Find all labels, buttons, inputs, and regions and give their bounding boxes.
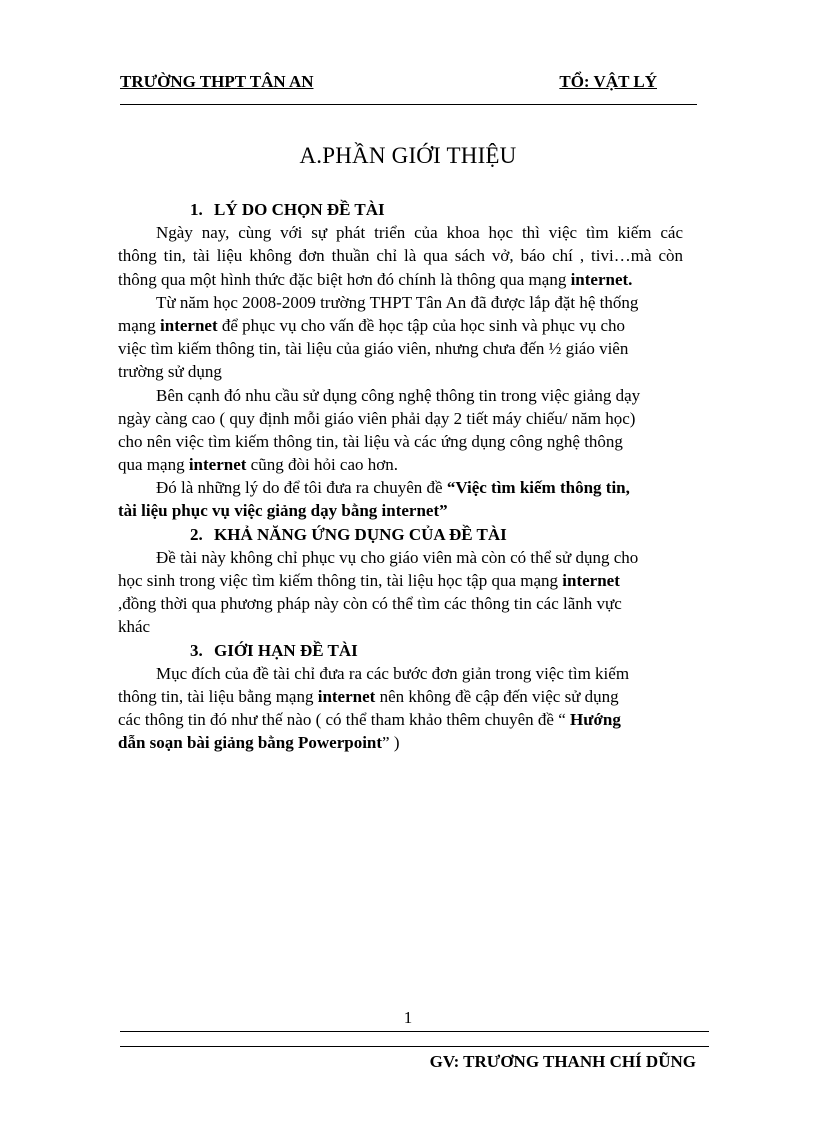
paragraph-line: trường sử dụng bbox=[118, 362, 222, 382]
paragraph-line: Ngày nay, cùng với sự phát triển của khoa học thì việc tìm kiếm các bbox=[156, 223, 683, 243]
paragraph-line: Đề tài này không chỉ phục vụ cho giáo viên mà còn có thể sử dụng cho bbox=[156, 547, 639, 567]
paragraph-line: Bên cạnh đó nhu cầu sử dụng công nghệ thông tin trong việc giảng dạy bbox=[156, 385, 641, 405]
paragraph-line: dẫn soạn bài giảng bằng Powerpoint” ) bbox=[118, 733, 400, 753]
footer-rule-bottom bbox=[120, 1046, 709, 1047]
document-body bbox=[118, 198, 683, 755]
section-heading-2: 2. KHẢ NĂNG ỨNG DỤNG CỦA ĐỀ TÀI bbox=[190, 524, 507, 544]
paragraph-line: thông tin, tài liệu không đơn thuần chỉ là qua sách vở, báo chí , tivi…mà còn bbox=[118, 246, 683, 266]
department-name: TỔ: VẬT LÝ bbox=[559, 72, 657, 91]
paragraph-line: thông qua một hình thức đặc biệt hơn đó chính là thông qua mạng internet. bbox=[118, 269, 633, 289]
paragraph-line: tài liệu phục vụ việc giảng dạy bằng internet” bbox=[118, 501, 448, 521]
paragraph-line: Từ năm học 2008-2009 trường THPT Tân An đã được lắp đặt hệ thống bbox=[156, 292, 639, 312]
paragraph-line: khác bbox=[118, 617, 151, 637]
paragraph-line: học sinh trong việc tìm kiếm thông tin, tài liệu học tập qua mạng internet bbox=[118, 571, 620, 590]
paragraph-line: cho nên việc tìm kiếm thông tin, tài liệu và các ứng dụng công nghệ thông bbox=[118, 431, 623, 451]
teacher-name: GV: TRƯƠNG THANH CHÍ DŨNG bbox=[429, 1052, 696, 1071]
page-number: 1 bbox=[403, 1008, 413, 1027]
section-heading-1: 1. LÝ DO CHỌN ĐỀ TÀI bbox=[190, 200, 385, 219]
footer-rule-top bbox=[120, 1031, 709, 1032]
paragraph-line: việc tìm kiếm thông tin, tài liệu của giáo viên, nhưng chưa đến ½ giáo viên bbox=[118, 339, 629, 359]
page-header bbox=[120, 72, 697, 94]
paragraph-line: mạng internet để phục vụ cho vấn đề học tập của học sinh và phục vụ cho bbox=[118, 315, 626, 335]
paragraph-line: thông tin, tài liệu bằng mạng internet nên không đề cập đến việc sử dụng bbox=[118, 686, 619, 706]
header-rule bbox=[120, 104, 697, 105]
paragraph-line: Mục đích của đề tài chỉ đưa ra các bước đơn giản trong việc tìm kiếm bbox=[156, 663, 630, 683]
paragraph-line: qua mạng internet cũng đòi hỏi cao hơn. bbox=[118, 455, 398, 475]
paragraph-line: Đó là những lý do để tôi đưa ra chuyên đề “Việc tìm kiếm thông tin, bbox=[156, 478, 630, 498]
paragraph-line: các thông tin đó như thế nào ( có thể tham khảo thêm chuyên đề “ Hướng bbox=[118, 710, 621, 730]
paragraph-line: ngày càng cao ( quy định mỗi giáo viên phải dạy 2 tiết máy chiếu/ năm học) bbox=[118, 408, 636, 428]
section-heading-3: 3. GIỚI HẠN ĐỀ TÀI bbox=[190, 640, 358, 660]
school-name: TRƯỜNG THPT TÂN AN bbox=[120, 72, 314, 91]
paragraph-line: ,đồng thời qua phương pháp này còn có thể tìm các thông tin các lãnh vực bbox=[118, 594, 622, 614]
page-title: A.PHẦN GIỚI THIỆU bbox=[299, 143, 517, 168]
